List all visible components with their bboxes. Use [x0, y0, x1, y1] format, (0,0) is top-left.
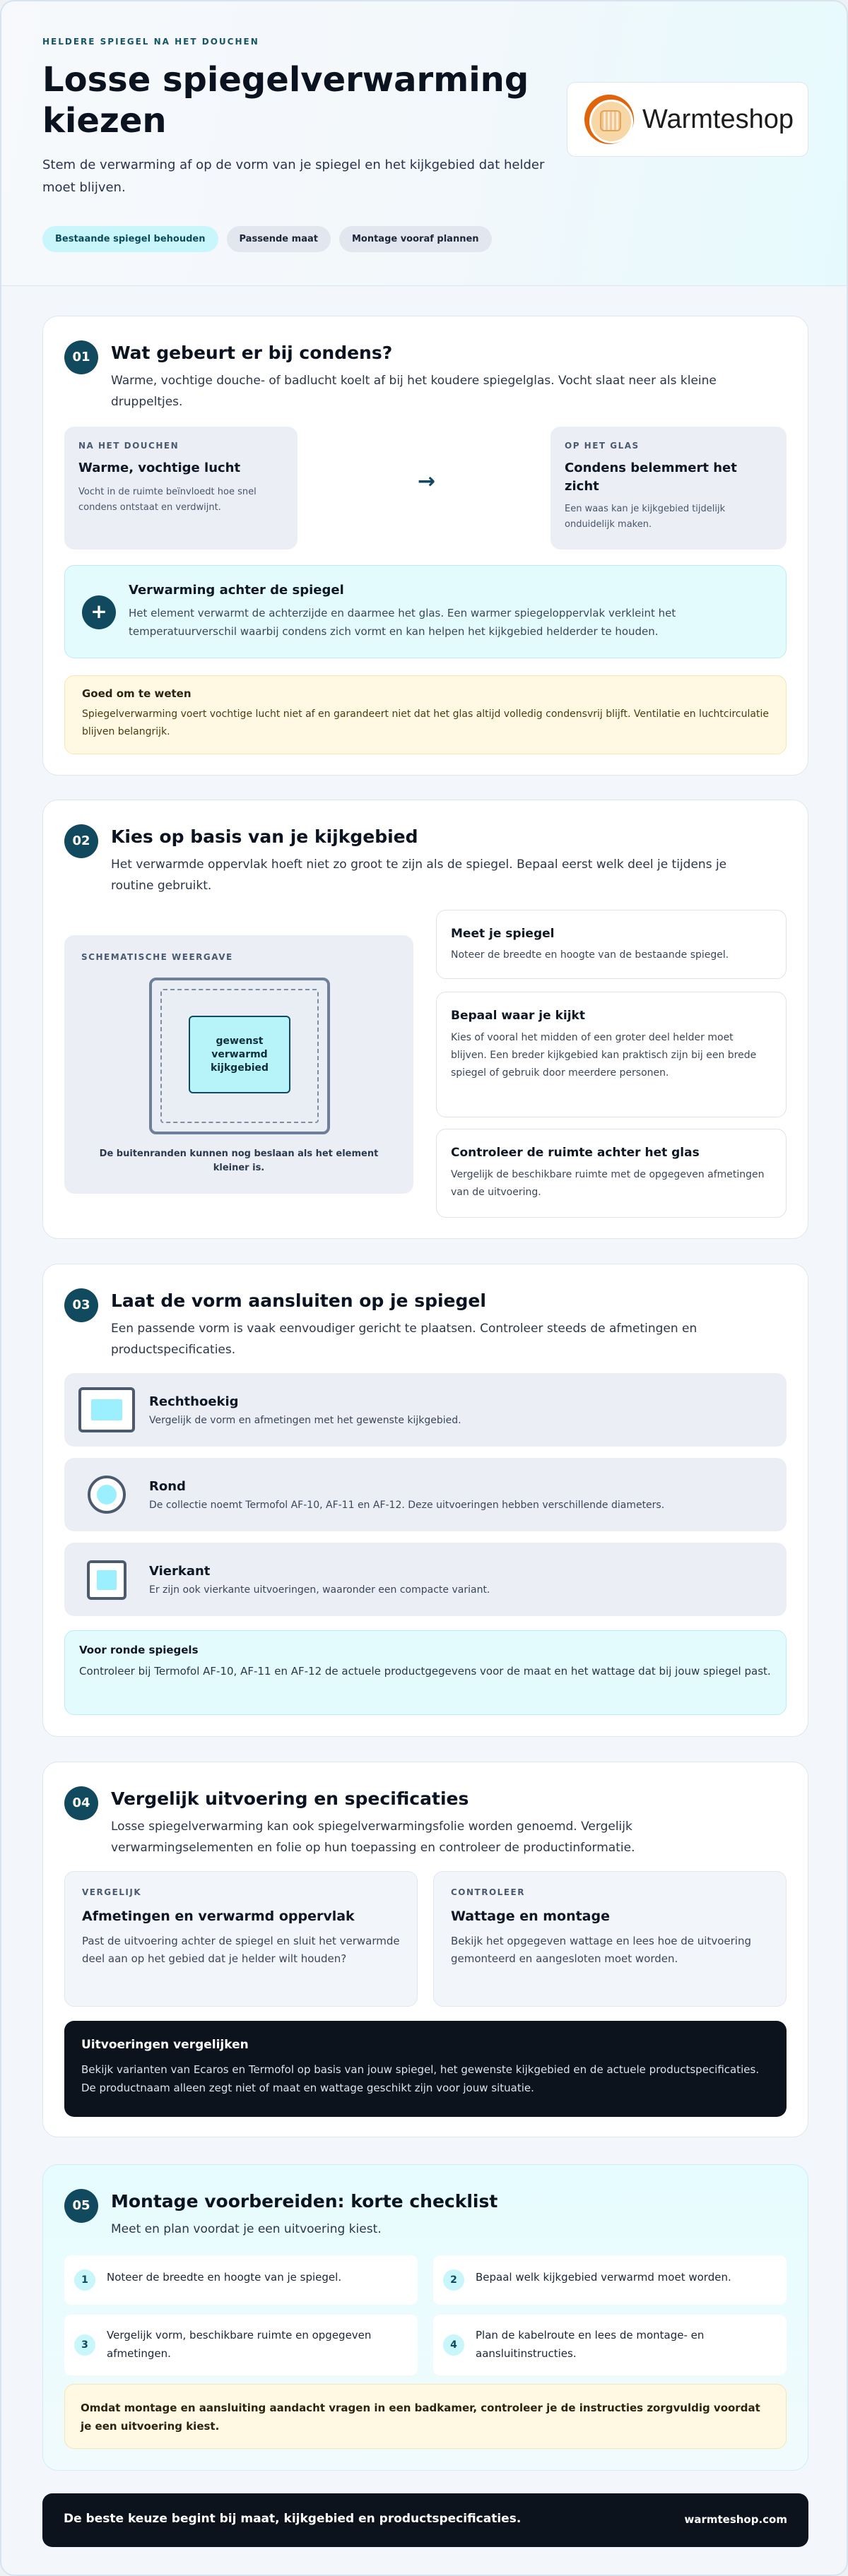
step-ruimte	[436, 1129, 787, 1218]
card-text: Het element verwarmt de achterzijde en daarmee het glas. Een warmer spiegeloppervlak verkleint het temperatuurverschil waarbij condens zich vormt en kan helpen het kijkgebied helderder te houden.	[129, 607, 676, 638]
card-tag: OP HET GLAS	[565, 441, 640, 451]
arrow-icon: →	[418, 469, 436, 494]
page-title: Losse spiegelverwarming kiezen	[42, 60, 529, 141]
checklist-item	[433, 2255, 787, 2305]
card-op-het-glas	[550, 427, 787, 550]
shape-title: Rond	[149, 1479, 186, 1494]
card-title: Wattage en montage	[451, 1909, 610, 1924]
checklist-warning	[64, 2384, 787, 2449]
section-checklist	[42, 2164, 808, 2471]
page-subtitle: Stem de verwarming af op de vorm van je spiegel en het kijkgebied dat helder moet blijven.	[42, 158, 545, 195]
shape-title: Rechthoekig	[149, 1394, 239, 1409]
section-kijkgebied	[42, 800, 808, 1239]
viewing-area	[189, 1016, 290, 1093]
step-title: Bepaal waar je kijkt	[451, 1009, 585, 1023]
section-title: Vergelijk uitvoering en specificaties	[111, 1788, 469, 1809]
section-number: 01	[64, 340, 98, 374]
note-text: Controleer bij Termofol AF-10, AF-11 en AF-12 de actuele productgegevens voor de maat en het wattage dat bij jouw spiegel past.	[79, 1665, 771, 1678]
card-title: Condens belemmert het zicht	[565, 461, 737, 494]
step-meet-spiegel	[436, 910, 787, 979]
logo-text: Warmteshop	[642, 104, 794, 134]
checklist-number: 4	[443, 2334, 464, 2356]
section-intro: Een passende vorm is vaak eenvoudiger gericht te plaatsen. Controleer steeds de afmetingen en productspecificaties.	[111, 1322, 697, 1357]
checklist-text: Vergelijk vorm, beschikbare ruimte en opgegeven afmetingen.	[107, 2329, 372, 2360]
card-tag: VERGELIJK	[82, 1887, 142, 1897]
section-title: Montage voorbereiden: korte checklist	[111, 2191, 498, 2212]
diagram-tag: SCHEMATISCHE WEERGAVE	[81, 952, 233, 962]
card-tag: NA HET DOUCHEN	[78, 441, 179, 451]
card-tag: CONTROLEER	[451, 1887, 525, 1897]
note-title: Goed om te weten	[82, 687, 192, 700]
footer-text: De beste keuze begint bij maat, kijkgebied en productspecificaties.	[64, 2512, 522, 2526]
card-vergelijk	[64, 1871, 418, 2007]
mirror-outline	[149, 978, 330, 1134]
section-number: 05	[64, 2189, 98, 2223]
square-icon	[87, 1560, 126, 1600]
warning-text: Omdat montage en aansluiting aandacht vragen in een badkamer, controleer je de instructies zorgvuldig voordat je een uitvoering kiest.	[81, 2402, 760, 2433]
hero	[1, 1, 847, 286]
shape-vierkant	[64, 1543, 787, 1616]
card-text: Past de uitvoering achter de spiegel en sluit het verwarmde deel aan op het gebied dat je helder wilt houden?	[82, 1935, 400, 1965]
step-text: Vergelijk de beschikbare ruimte met de opgegeven afmetingen van de uitvoering.	[451, 1169, 765, 1198]
section-condens	[42, 316, 808, 776]
shape-rechthoekig	[64, 1373, 787, 1447]
step-bepaal-kijk	[436, 992, 787, 1117]
section-intro: Losse spiegelverwarming kan ook spiegelverwarmingsfolie worden genoemd. Vergelijk verwarmingselementen en folie op hun toepassing en controleer de productinformatie.	[111, 1820, 635, 1855]
checklist-item	[64, 2255, 418, 2305]
section-specificaties	[42, 1762, 808, 2137]
card-verwarming	[64, 565, 787, 658]
step-title: Meet je spiegel	[451, 927, 555, 941]
checklist-item	[64, 2315, 418, 2375]
section-intro: Warme, vochtige douche- of badlucht koelt af bij het koudere spiegelglas. Vocht slaat neer als kleine druppeltjes.	[111, 374, 717, 409]
card-na-het-douchen	[64, 427, 298, 550]
chip-row	[42, 226, 492, 252]
checklist-number: 2	[443, 2269, 464, 2291]
section-vorm	[42, 1264, 808, 1737]
shape-text: Er zijn ook vierkante uitvoeringen, waaronder een compacte variant.	[149, 1584, 490, 1596]
eyebrow: HELDERE SPIEGEL NA HET DOUCHEN	[42, 37, 259, 47]
checklist-text: Plan de kabelroute en lees de montage- en aansluitinstructies.	[476, 2329, 705, 2360]
section-intro: Meet en plan voordat je een uitvoering kiest.	[111, 2222, 382, 2236]
card-title: Verwarming achter de spiegel	[129, 583, 344, 598]
step-text: Noteer de breedte en hoogte van de bestaande spiegel.	[451, 949, 729, 961]
brand-logo[interactable]	[567, 82, 808, 157]
note-text: Spiegelverwarming voert vochtige lucht niet af en garandeert niet dat het glas altijd volledig condensvrij blijft. Ventilatie en luchtcirculatie blijven belangrijk.	[82, 708, 769, 737]
checklist-item	[433, 2315, 787, 2375]
chip-montage[interactable]: Montage vooraf plannen	[339, 226, 492, 252]
card-text: Een waas kan je kijkgebied tijdelijk onduidelijk maken.	[565, 504, 726, 530]
section-number: 03	[64, 1288, 98, 1322]
checklist-number: 3	[74, 2334, 95, 2356]
step-title: Controleer de ruimte achter het glas	[451, 1146, 700, 1160]
card-text: Vocht in de ruimte beïnvloedt hoe snel condens ontstaat en verdwijnt.	[78, 487, 257, 513]
footer-site-link[interactable]: warmteshop.com	[684, 2513, 787, 2526]
checklist-text: Bepaal welk kijkgebied verwarmd moet worden.	[476, 2271, 731, 2284]
dark-text: Bekijk varianten van Ecaros en Termofol op basis van jouw spiegel, het gewenste kijkgebied en de actuele productspecificaties. De productnaam alleen zegt niet of maat en wattage geschikt zijn voor jouw situatie.	[81, 2063, 760, 2094]
card-uitvoeringen-vergelijken	[64, 2021, 787, 2117]
logo-mark-icon	[584, 95, 634, 144]
section-number: 02	[64, 824, 98, 858]
section-number: 04	[64, 1786, 98, 1820]
chip-bestaande-spiegel[interactable]: Bestaande spiegel behouden	[42, 226, 218, 252]
shape-text: De collectie noemt Termofol AF-10, AF-11 en AF-12. Deze uitvoeringen hebben verschillende diameters.	[149, 1500, 665, 1511]
section-intro: Het verwarmde oppervlak hoeft niet zo groot te zijn als de spiegel. Bepaal eerst welk deel je tijdens je routine gebruikt.	[111, 857, 727, 893]
card-controleer	[433, 1871, 787, 2007]
chip-passende-maat[interactable]: Passende maat	[227, 226, 331, 252]
viewing-area-label: gewenst verwarmd kijkgebied	[210, 1035, 269, 1074]
shape-title: Vierkant	[149, 1564, 211, 1579]
note-ronde-spiegels	[64, 1630, 787, 1715]
card-title: Afmetingen en verwarmd oppervlak	[82, 1909, 355, 1924]
rectangle-icon	[78, 1387, 135, 1432]
step-text: Kies of vooral het midden of een groter deel helder moet blijven. Een breder kijkgebied kan praktisch zijn bij een brede spiegel of gebruik door meerdere personen.	[451, 1032, 757, 1079]
section-title: Wat gebeurt er bij condens?	[111, 343, 393, 363]
checklist-text: Noteer de breedte en hoogte van je spiegel.	[107, 2271, 342, 2284]
card-text: Bekijk het opgegeven wattage en lees hoe de uitvoering gemonteerd en aangesloten moet worden.	[451, 1935, 752, 1965]
circle-icon	[88, 1476, 126, 1514]
diagram-panel	[64, 935, 413, 1194]
checklist-number: 1	[74, 2269, 95, 2291]
footer-banner	[42, 2493, 808, 2547]
shape-rond	[64, 1458, 787, 1531]
plus-icon: +	[82, 595, 116, 629]
note-title: Voor ronde spiegels	[79, 1644, 199, 1656]
note-goed-om-te-weten	[64, 675, 787, 754]
section-title: Kies op basis van je kijkgebied	[111, 826, 418, 847]
card-title: Warme, vochtige lucht	[78, 461, 241, 475]
dark-title: Uitvoeringen vergelijken	[81, 2038, 249, 2052]
diagram-caption: De buitenranden kunnen nog beslaan als het element kleiner is.	[99, 1148, 379, 1173]
section-title: Laat de vorm aansluiten op je spiegel	[111, 1290, 486, 1311]
shape-text: Vergelijk de vorm en afmetingen met het gewenste kijkgebied.	[149, 1415, 461, 1426]
